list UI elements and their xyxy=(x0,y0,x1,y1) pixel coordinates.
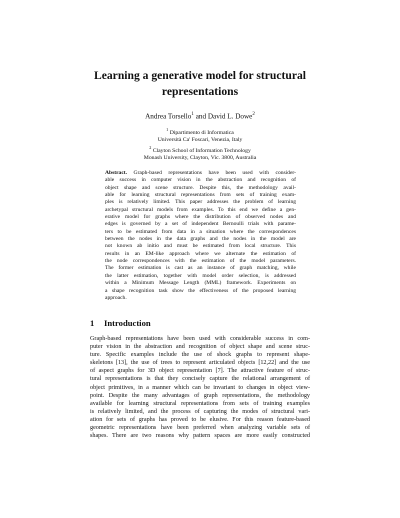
abstract-line: not known ab initio and must be estimated from local structure. This xyxy=(105,243,296,250)
section-title: Introduction xyxy=(104,318,151,328)
author-list xyxy=(0,110,400,121)
body-line: Graph-based representations have been used with considerable success in com- xyxy=(90,336,310,342)
abstract-line: ters to be estimated from data in a situation where the correspondences xyxy=(105,228,296,235)
body-line: puter vision in the abstraction and recognition of object shape and scene struc- xyxy=(90,344,310,351)
abstract-line: approach. xyxy=(105,294,127,301)
title-line: representations xyxy=(161,85,239,98)
affiliation-line xyxy=(0,126,400,137)
title-line: Learning a generative model for structural xyxy=(94,69,306,82)
abstract-line: the node correspondences with the estimation of the model parameters. xyxy=(105,258,296,265)
body-line: available for learning structural representations from sets of training examples xyxy=(90,400,310,407)
affil-text: Clayton School of Information Technology xyxy=(152,148,251,155)
body-text xyxy=(90,335,310,440)
abstract-text: Graph-based representations have been used with consider- xyxy=(133,170,297,176)
body-line: geometric representations have been preferred when analyzing variable sets of xyxy=(90,425,310,432)
abstract-line: the latter estimation, together with model order selection, is addressed xyxy=(105,272,296,279)
abstract-line: results in an EM-like approach where we alternate the estimation of xyxy=(105,250,296,257)
abstract-line: within a Minimum Message Length (MML) framework. Experiments on xyxy=(105,280,296,287)
author-name: and David L. Dowe xyxy=(193,112,253,121)
author-name: Andrea Torsello xyxy=(145,112,192,121)
abstract-heading: Abstract. xyxy=(105,170,128,176)
abstract xyxy=(105,170,296,302)
abstract-line: edges is governed by a set of independent Bernoulli trials with parame- xyxy=(105,221,296,228)
body-line: is relatively limited, and the process of capturing the modes of structural vari- xyxy=(90,408,310,415)
body-line: of aspect graphs for 3D object representation [7]. The attractive feature of struc- xyxy=(90,368,310,375)
abstract-line: The former estimation is cast as an instance of graph matching, while xyxy=(105,265,296,272)
affiliations xyxy=(0,126,400,163)
abstract-line: ples is relatively limited. This paper addresses the problem of learning xyxy=(105,199,296,206)
body-line: object primitives, in a manner which can be invariant to changes in object view- xyxy=(90,384,310,391)
body-line: shapes. There are two reasons why pattern spaces are more easily constructed xyxy=(90,433,310,440)
affil-text: Dipartimento di Informatica xyxy=(169,129,234,136)
body-line: ation for sets of graphs has proved to be elusive. For this reason feature-based xyxy=(90,416,310,423)
abstract-line: erative model for graphs where the distribution of observed nodes and xyxy=(105,214,296,221)
affil-mark: 2 xyxy=(149,145,152,151)
abstract-line: between the nodes in the data graphs and the nodes in the model are xyxy=(105,236,296,243)
body-line: skeletons [13], the use of trees to represent articulated objects [12,22] and the use xyxy=(90,360,310,367)
body-line: tural representations is that they concisely capture the relational arrangement of xyxy=(90,376,310,383)
author-affil-mark: 2 xyxy=(252,112,255,117)
body-line: point. Despite the many advantages of graph representations, the methodology xyxy=(90,392,310,399)
abstract-line: object shape and scene structure. Despite this, the methodology avail- xyxy=(105,184,296,191)
abstract-line: able success in computer vision in the abstraction and recognition of xyxy=(105,177,296,184)
abstract-line: archetypal structural models from examples. To this end we define a gen- xyxy=(105,206,296,213)
affil-text: Monash University, Clayton, Vic. 3800, Australia xyxy=(143,155,257,162)
section-number: 1 xyxy=(90,318,95,328)
body-line: ture. Specific examples include the use of shock graphs to represent shape- xyxy=(90,352,310,359)
affil-text: Università Ca' Foscari, Venezia, Italy xyxy=(157,137,243,144)
abstract-line: able for learning structural representations from sets of training exam- xyxy=(105,192,296,199)
affil-mark: 1 xyxy=(166,127,169,132)
section-heading xyxy=(90,318,151,328)
affiliation-line xyxy=(0,144,400,155)
affiliation-line xyxy=(0,137,400,144)
author-affil-mark: 1 xyxy=(191,112,194,117)
abstract-line: a shape recognition task show the effectiveness of the proposed learning xyxy=(105,287,296,294)
paper-title xyxy=(0,68,400,100)
affiliation-line xyxy=(0,155,400,162)
